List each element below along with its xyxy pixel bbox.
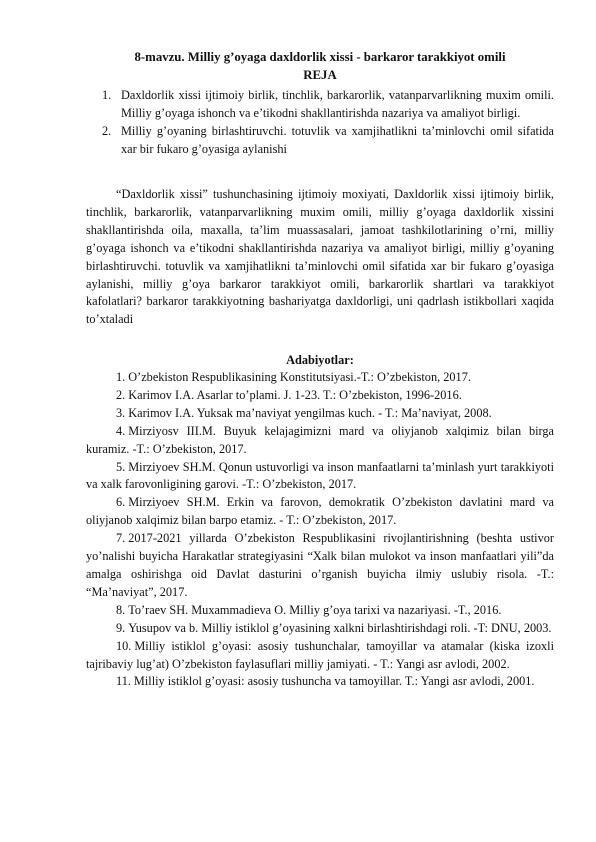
plan-item <box>102 123 554 159</box>
reference-item <box>86 459 554 495</box>
reference-item <box>86 494 554 530</box>
reference-item <box>86 405 554 423</box>
reference-text: Mirziyoev SH.M. Qonun ustuvorligi va inson manfaatlarni ta’minlash yurt tarakkiyoti va xalk farovonligining garovi. -T.: O’zbekiston, 2017. <box>86 459 554 492</box>
body-paragraph: “Daxldorlik xissi” tushunchasining ijtimoiy moxiyati, Daxldorlik xissi ijtimoiy birlik, tinchlik, barkarorlik, vatanparvarlikning muxim omili, milliy g’oyaga daxldorlik xissini shakllantirishda oila, maxalla, ta’lim muassasalari, jamoat tashkilotlarining o’rni, milliy g’oyaga ishonch va e’tikodni shakllantirishda nazariya va amaliyot birligi, milliy g’oyaning birlashtiruvchi. totuvlik va xamjihatlikni ta’minlovchi omil sifatida xar bir fukaro g’oyasiga aylanishi, milliy g’oya barkaror tarakkiyot omili, barkarorlik shartlari va tarakkiyot kafolatlari? barkaror tarakkiyotning bashariyatga daxldorligi, uni qadrlash istikbollari xaqida to’xtaladi <box>86 187 554 327</box>
page-title: 8-mavzu. Milliy g’oyaga daxldorlik xissi - barkaror tarakkiyot omili <box>134 50 506 64</box>
reference-number: 3. <box>116 405 126 420</box>
reference-item <box>86 620 554 638</box>
references-title: Adabiyotlar: <box>286 353 354 367</box>
reference-number: 6. <box>116 495 126 510</box>
reference-text: Milliy istiklol g’oyasi: asosiy tushunchalar, tamoyillar va atamalar (kiska izoxli tajribaviy lug’at) O’zbekiston faylasuflari milliy jamiyati. - T.: Yangi asr avlodi, 2002. <box>86 638 554 671</box>
reference-text: Yusupov va b. Milliy istiklol g’oyasining xalkni birlashtirishdagi roli. -T: DNU, 2003. <box>128 620 552 635</box>
reference-item <box>86 387 554 405</box>
reference-number: 1. <box>116 370 126 384</box>
reference-text: Karimov I.A. Yuksak ma’naviyat yengilmas kuch. - T.: Ma’naviyat, 2008. <box>128 405 492 420</box>
reference-item <box>86 530 554 602</box>
reference-item <box>86 423 554 459</box>
reference-item <box>86 673 554 691</box>
reference-number: 4. <box>116 423 126 438</box>
plan-item <box>102 87 554 123</box>
reference-text: Milliy istiklol g’oyasi: asosiy tushuncha va tamoyillar. T.: Yangi asr avlodi, 2001. <box>133 674 535 689</box>
reference-text: Mirziyoev SH.M. Erkin va farovon, demokratik O’zbekiston davlatini mard va oliyjanob xalqimiz bilan barpo etamiz. - T.: O’zbekiston, 2017. <box>86 495 554 528</box>
reference-number: 5. <box>116 459 126 474</box>
reference-item <box>86 602 554 620</box>
reference-number: 11. <box>116 674 131 689</box>
reference-text: To’raev SH. Muxammadieva O. Milliy g’oya tarixi va nazariyasi. -T., 2016. <box>128 602 502 617</box>
plan-label: REJA <box>303 68 337 82</box>
reference-text: Karimov I.A. Asarlar to’plami. J. 1-23. T.: O’zbekiston, 1996-2016. <box>128 387 462 402</box>
references-list <box>86 369 554 691</box>
reference-text: 2017-2021 yillarda O’zbekiston Respublikasini rivojlantirishning (beshta ustivor yo’nalishi buyicha Harakatlar strategiyasini “Xalk bilan mulokot va inson manfaatlari yili”da amalga oshirishga oid Davlat dasturini o’rganish buyicha ilmiy uslubiy risola. -T.: “Ma’naviyat”, 2017. <box>86 531 554 599</box>
plan-list <box>102 87 554 159</box>
plan-item-text: Milliy g’oyaning birlashtiruvchi. totuvlik va xamjihatlikni ta’minlovchi omil sifatida xar bir fukaro g’oyasiga aylanishi <box>121 123 554 156</box>
reference-item <box>86 638 554 674</box>
plan-item-number: 2. <box>102 123 112 138</box>
reference-item <box>86 369 554 387</box>
reference-text: O’zbekiston Respublikasining Konstitutsiyasi.-T.: O’zbekiston, 2017. <box>128 370 471 384</box>
reference-text: Mirziyosv III.M. Buyuk kelajagimizni mard va oliyjanob xalqimiz bilan birga kuramiz. -T.: O’zbekiston, 2017. <box>86 423 554 456</box>
reference-number: 2. <box>116 387 126 402</box>
plan-item-number: 1. <box>102 88 112 102</box>
reference-number: 8. <box>116 602 126 617</box>
reference-number: 9. <box>116 620 126 635</box>
reference-number: 10. <box>116 638 132 653</box>
reference-number: 7. <box>116 531 126 546</box>
plan-item-text: Daxldorlik xissi ijtimoiy birlik, tinchlik, barkarorlik, vatanparvarlikning muxim omili. Milliy g’oyaga ishonch va e’tikodni shakllantirishda nazariya va amaliyot birligi. <box>121 88 554 120</box>
